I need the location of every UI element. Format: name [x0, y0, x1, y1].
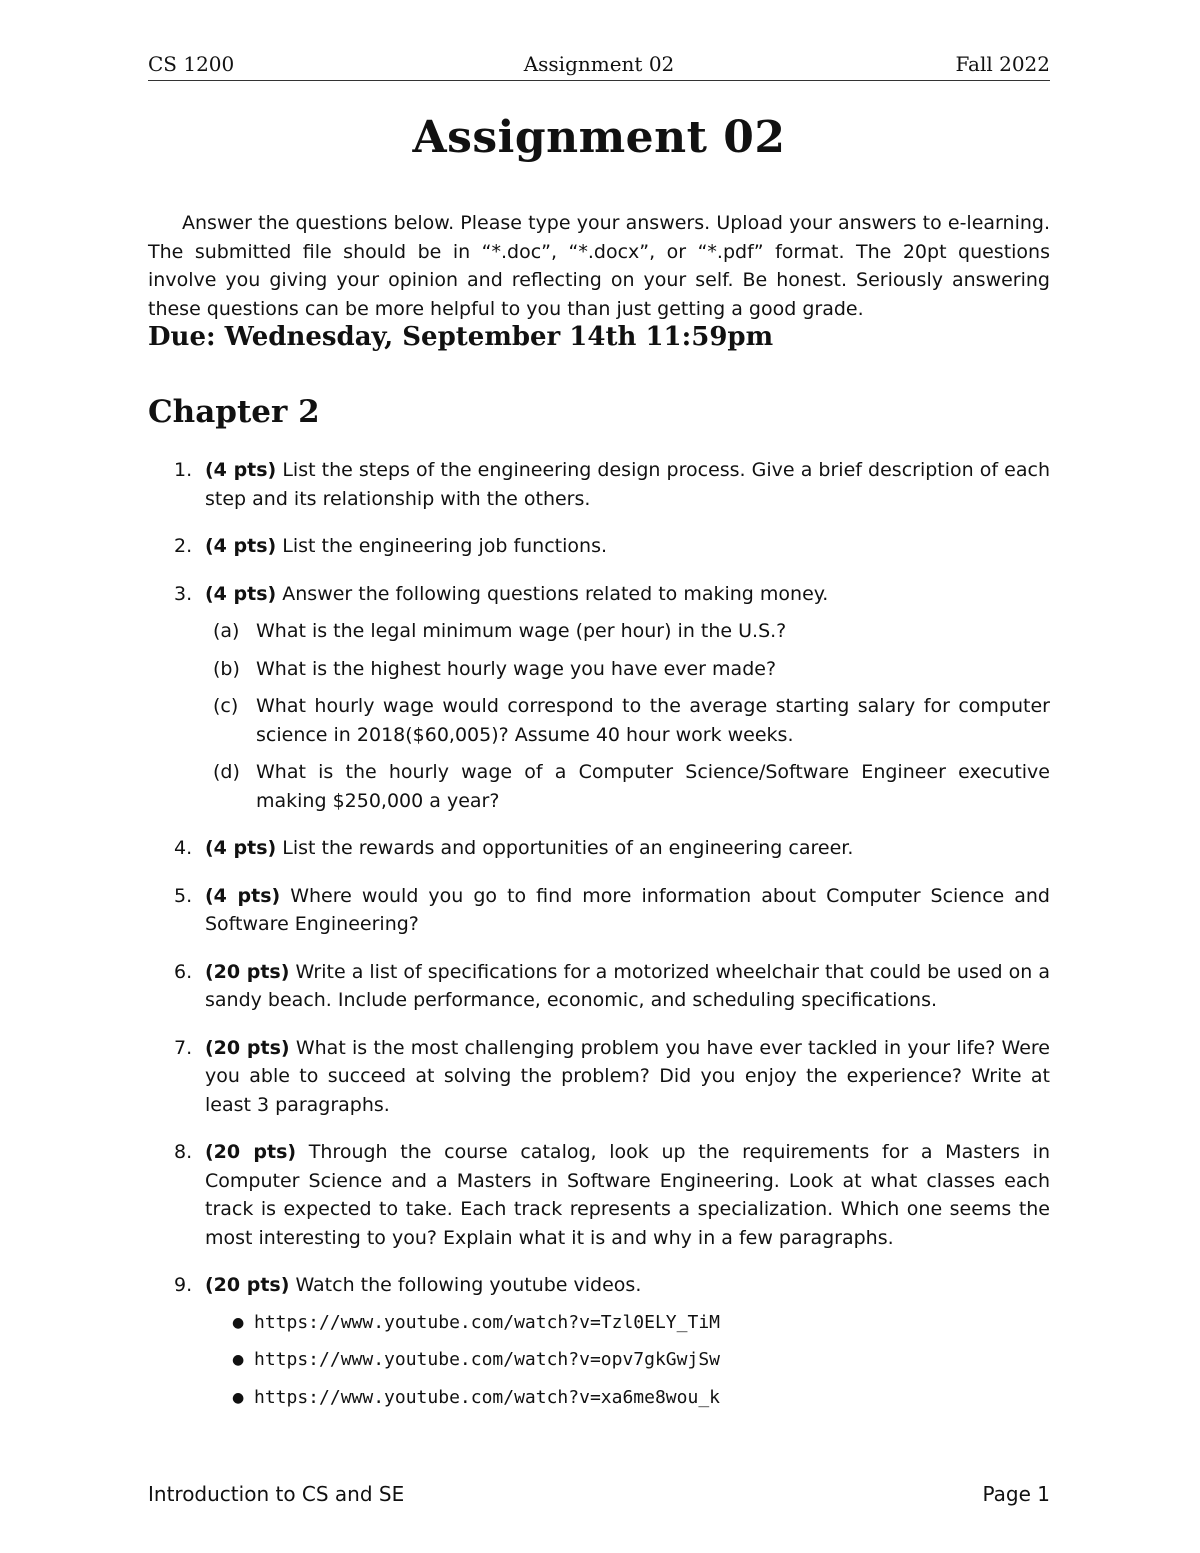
question-text: List the engineering job functions. — [282, 535, 608, 557]
video-link[interactable]: https://www.youtube.com/watch?v=xa6me8wou_k — [254, 1386, 720, 1408]
question-text: List the rewards and opportunities of an engineering career. — [282, 837, 854, 859]
page-header — [148, 52, 1050, 80]
question-item — [148, 532, 1050, 561]
question-text: What is the most challenging problem you have ever tackled in your life? Were you able to succeed at solving the problem? Did you enjoy the experience? Write at least 3 paragraphs. — [205, 1036, 1050, 1116]
question-number: 1. — [174, 459, 193, 481]
question-number: 4. — [174, 837, 193, 859]
page-title: Assignment 02 — [412, 112, 786, 163]
sub-question-list — [205, 617, 1050, 815]
question-item — [148, 958, 1050, 1015]
video-link-item[interactable] — [205, 1346, 1050, 1375]
header-assignment: Assignment 02 — [523, 52, 675, 76]
bullet-icon: ● — [232, 1389, 245, 1406]
question-points: (4 pts) — [205, 459, 277, 481]
question-number: 7. — [174, 1036, 193, 1059]
bullet-icon: ● — [232, 1352, 245, 1368]
question-points: (20 pts) — [205, 1141, 297, 1163]
sub-question-item — [205, 758, 1050, 815]
sub-question-text: What is the highest hourly wage you have ever made? — [256, 657, 777, 680]
sub-question-letter: (a) — [213, 620, 240, 642]
sub-question-text: What is the legal minimum wage (per hour) in the U.S.? — [256, 620, 787, 642]
footer-page-number: Page 1 — [982, 1482, 1050, 1506]
question-list — [148, 456, 1050, 1431]
video-link[interactable]: https://www.youtube.com/watch?v=Tzl0ELY_TiM — [254, 1311, 720, 1333]
footer-course-name: Introduction to CS and SE — [148, 1482, 405, 1506]
video-link-item[interactable] — [205, 1309, 1050, 1338]
sub-question-text: What is the hourly wage of a Computer Science/Software Engineer executive making $250,000 a year? — [256, 761, 1050, 812]
header-divider — [148, 80, 1050, 81]
document-page — [148, 0, 1050, 1553]
question-text: Where would you go to find more information about Computer Science and Software Engineering? — [205, 884, 1050, 935]
question-points: (20 pts) — [205, 960, 290, 983]
question-item — [148, 580, 1050, 816]
sub-question-letter: (c) — [213, 695, 239, 717]
sub-question-item — [205, 692, 1050, 749]
question-points: (4 pts) — [205, 884, 281, 907]
question-number: 3. — [174, 582, 193, 605]
question-number: 9. — [174, 1274, 193, 1296]
video-link[interactable]: https://www.youtube.com/watch?v=opv7gkGwjSw — [254, 1349, 720, 1370]
question-text: Through the course catalog, look up the requirements for a Masters in Computer Science and a Masters in Software Engineering. Look at what classes each track is expected to take. Each track represents a specialization. Which one seems the most interesting to you? Explain what it is and why in a few paragraphs. — [205, 1141, 1050, 1249]
question-points: (4 pts) — [205, 535, 277, 557]
due-date-heading: Due: Wednesday, September 14th 11:59pm — [148, 322, 774, 352]
video-link-list — [205, 1309, 1050, 1413]
question-item — [148, 882, 1050, 939]
intro-paragraph: Answer the questions below. Please type your answers. Upload your answers to e-learning. The submitted file should be in “*.doc”, “*.docx”, or “*.pdf” format. The 20pt questions involve you giving your opinion and reflecting on your self. Be honest. Seriously answering these questions can be more helpful to you than just getting a good grade. — [148, 212, 1050, 320]
sub-question-item — [205, 655, 1050, 684]
question-number: 8. — [174, 1141, 193, 1163]
question-number: 2. — [174, 535, 193, 557]
question-points: (20 pts) — [205, 1036, 290, 1059]
question-item — [148, 1034, 1050, 1120]
question-item — [148, 1138, 1050, 1252]
question-text: List the steps of the engineering design process. Give a brief description of each step and its relationship with the others. — [205, 459, 1050, 510]
question-points: (20 pts) — [205, 1274, 290, 1296]
question-text: Answer the following questions related to making money. — [282, 582, 829, 605]
question-text: Write a list of specifications for a motorized wheelchair that could be used on a sandy beach. Include performance, economic, and scheduling specifications. — [205, 960, 1051, 1011]
sub-question-text: What hourly wage would correspond to the average starting salary for computer science in 2018($60,005)? Assume 40 hour work weeks. — [256, 695, 1050, 746]
question-item — [148, 1271, 1050, 1412]
question-number: 6. — [174, 960, 193, 983]
sub-question-item — [205, 617, 1050, 646]
sub-question-letter: (b) — [213, 657, 240, 680]
header-term: Fall 2022 — [955, 52, 1050, 76]
sub-question-letter: (d) — [213, 761, 240, 783]
question-item — [148, 456, 1050, 513]
question-item — [148, 834, 1050, 863]
question-points: (4 pts) — [205, 837, 277, 859]
video-link-item[interactable] — [205, 1384, 1050, 1413]
question-points: (4 pts) — [205, 582, 277, 605]
question-text: Watch the following youtube videos. — [295, 1274, 642, 1296]
bullet-icon: ● — [232, 1314, 245, 1331]
chapter-heading: Chapter 2 — [148, 394, 320, 430]
question-number: 5. — [174, 884, 193, 907]
header-course: CS 1200 — [148, 52, 235, 76]
